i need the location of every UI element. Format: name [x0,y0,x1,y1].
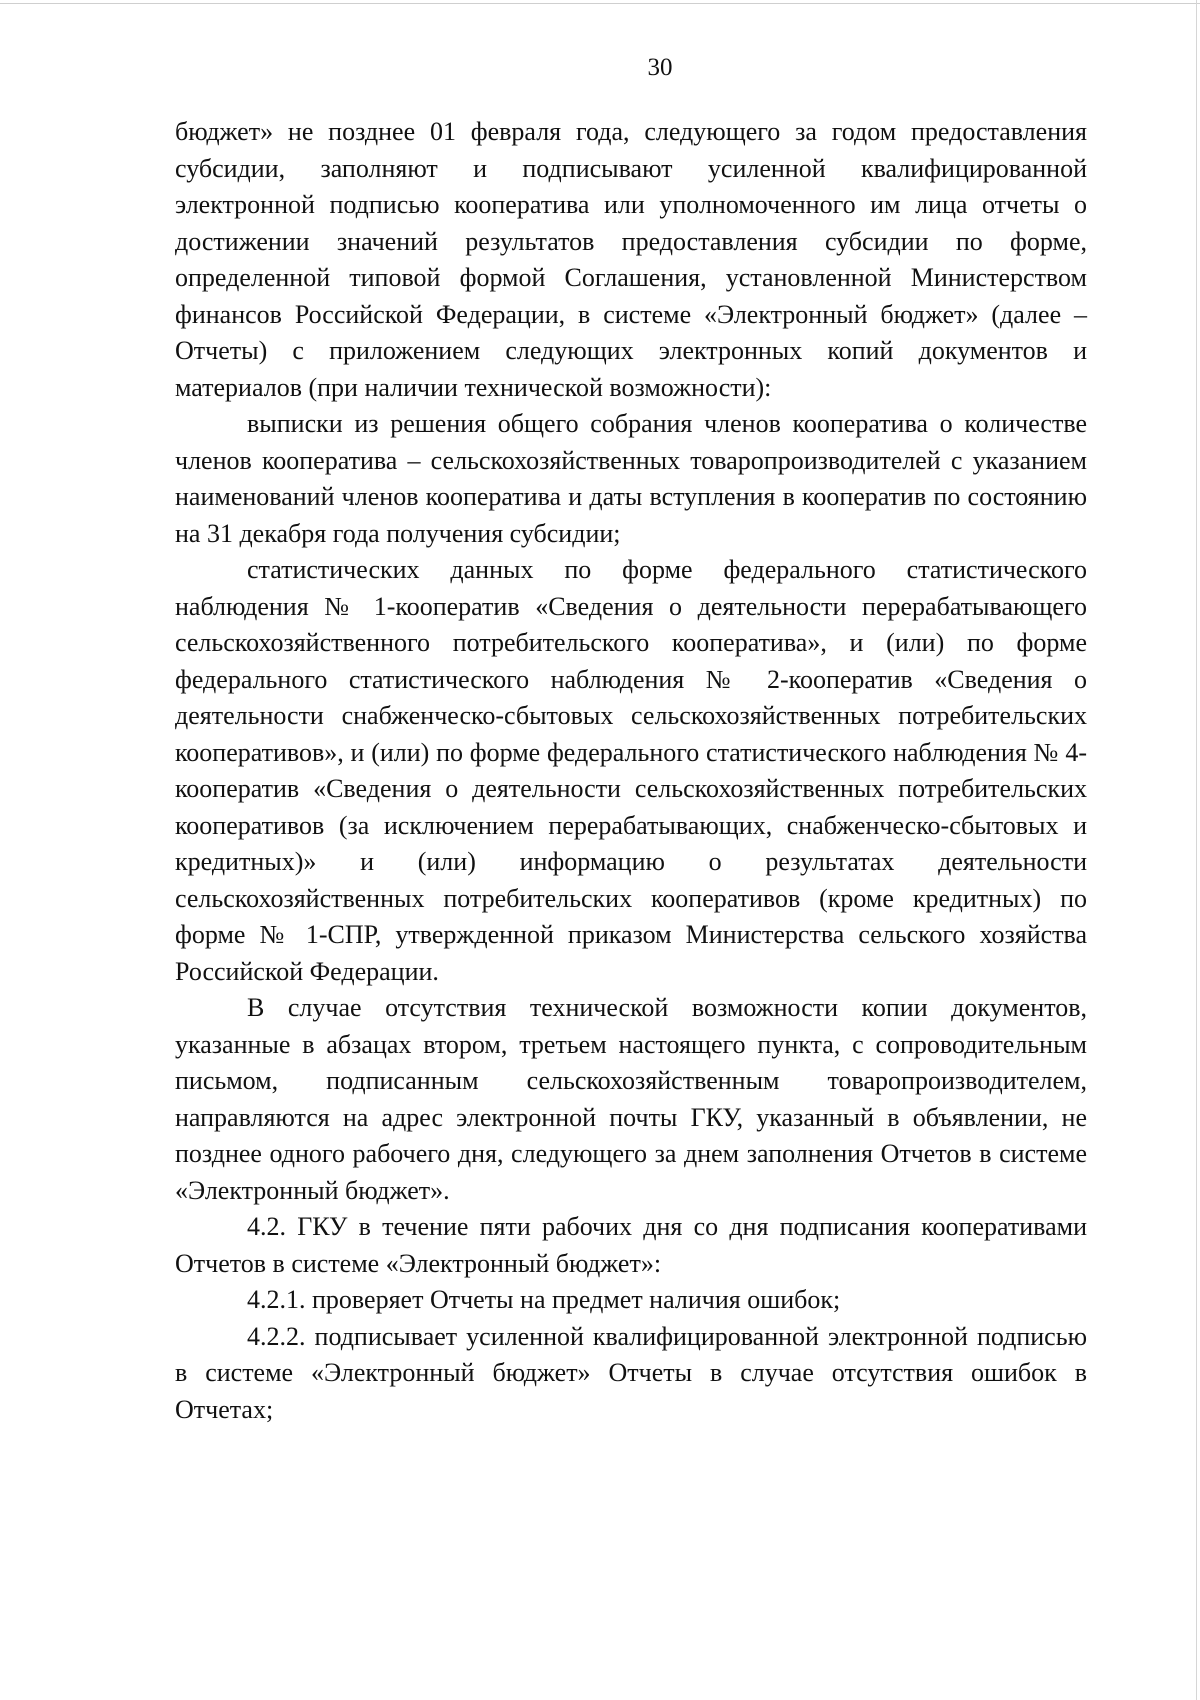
scan-edge-top [0,3,1200,4]
paragraph-no-technical-possibility: В случае отсутствия технической возможности копии документов, указанные в абзацах втором, третьем настоящего пункта, с сопроводительным письмом, подписанным сельскохозяйственным товаропроизводителем, направляются на адрес электронной почты ГКУ, указанный в объявлении, не позднее одного рабочего дня, следующего за днем заполнения Отчетов в системе «Электронный бюджет». [175,993,1087,1205]
paragraph-clause-4-2-1: 4.2.1. проверяет Отчеты на предмет наличия ошибок; [247,1285,841,1314]
scan-edge-right [1196,0,1197,1700]
paragraph-statistical-data: статистических данных по форме федерального статистического наблюдения № 1-кооператив «Сведения о деятельности перерабатывающего сельскохозяйственного потребительского кооператива», и (или) по форме федерального статистического наблюдения № 2-кооператив «Сведения о деятельности снабженческо-сбытовых сельскохозяйственных потребительских кооперативов», и (или) по форме федерального статистического наблюдения № 4-кооператив «Сведения о деятельности сельскохозяйственных потребительских кооперативов (за исключением перерабатывающих, снабженческо-сбытовых и кредитных)» и (или) информацию о результатах деятельности сельскохозяйственных потребительских кооперативов (кроме кредитных) по форме № 1-СПР, утвержденной приказом Министерства сельского хозяйства Российской Федерации. [175,555,1087,986]
paragraph-clause-4-2-2: 4.2.2. подписывает усиленной квалифицированной электронной подписью в системе «Электронный бюджет» Отчеты в случае отсутствия ошибок в Отчетах; [175,1321,1087,1424]
paragraph-meeting-extracts: выписки из решения общего собрания членов кооператива о количестве членов кооператива – сельскохозяйственных товаропроизводителей с указанием наименований членов кооператива и даты вступления в кооператив по состоянию на 31 декабря года получения субсидии; [175,409,1087,548]
page-number: 30 [647,54,673,81]
paragraph-clause-4-2: 4.2. ГКУ в течение пяти рабочих дня со дня подписания кооперативами Отчетов в системе «Электронный бюджет»: [175,1212,1087,1278]
document-body [175,114,1087,1428]
paragraph-report-submission: бюджет» не позднее 01 февраля года, следующего за годом предоставления субсидии, заполняют и подписывают усиленной квалифицированной электронной подписью кооператива или уполномоченного им лица отчеты о достижении значений результатов предоставления субсидии по форме, определенной типовой формой Соглашения, установленной Министерством финансов Российской Федерации, в системе «Электронный бюджет» (далее – Отчеты) с приложением следующих электронных копий документов и материалов (при наличии технической возможности): [175,117,1087,402]
